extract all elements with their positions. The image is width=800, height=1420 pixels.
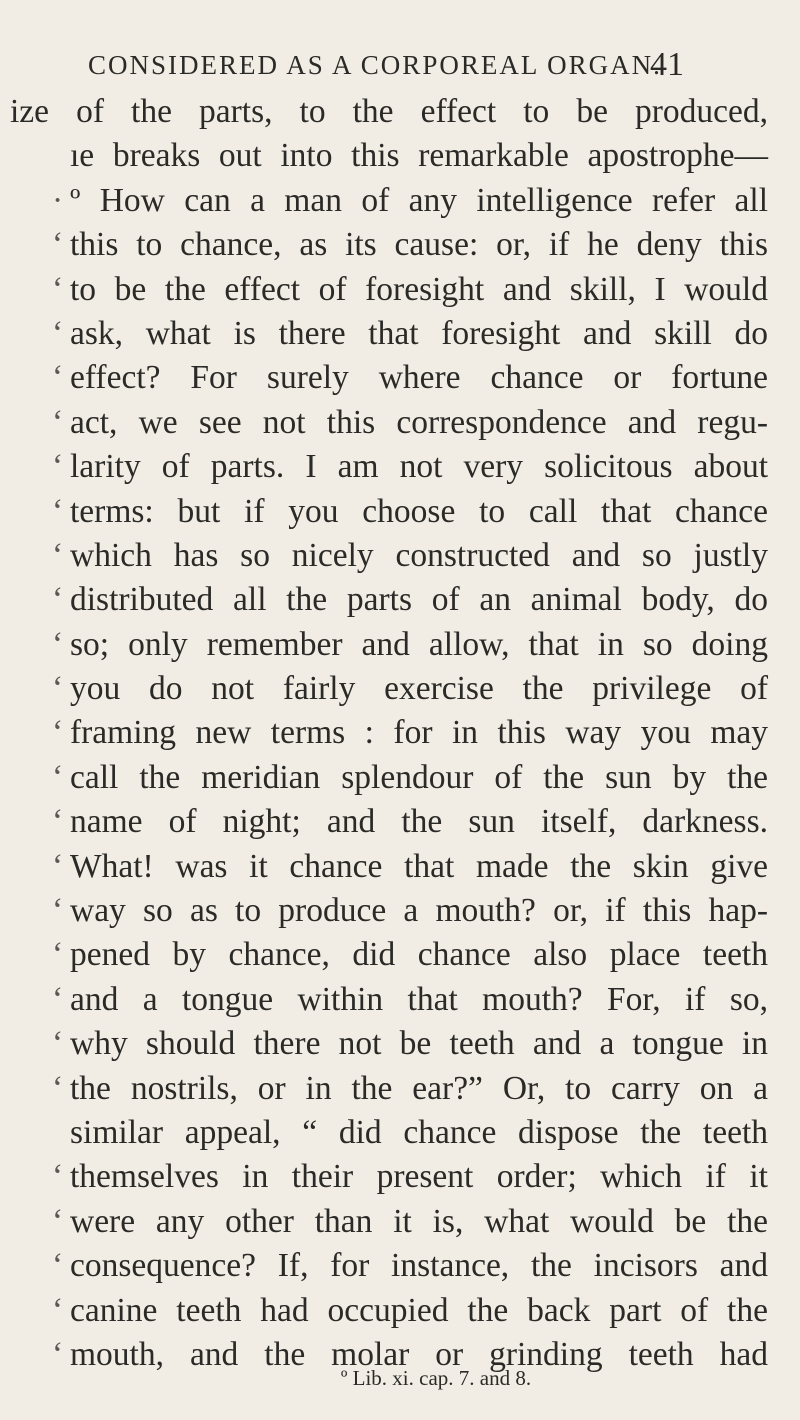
text-line [0, 1289, 800, 1333]
footnote-text: º Lib. xi. cap. 7. and 8. [340, 1366, 532, 1390]
quote-mark: ‘ [52, 625, 64, 663]
text-line [0, 889, 800, 933]
body-text [0, 90, 800, 1377]
line-text: ize of the parts, to the effect to be produced, [10, 93, 768, 130]
line-text: which has so nicely constructed and so justly [70, 536, 768, 574]
line-text: terms: but if you choose to call that chance [70, 492, 768, 530]
line-text: you do not fairly exercise the privilege of [70, 670, 768, 708]
quote-mark: ‘ [52, 1291, 64, 1329]
line-text: mouth, and the molar or grinding teeth had [70, 1335, 768, 1373]
quote-mark: ‘ [52, 314, 64, 352]
quote-mark: · [52, 181, 64, 219]
quote-mark: ‘ [52, 1202, 64, 1240]
line-text: the nostrils, or in the ear?” Or, to carry on a [70, 1069, 768, 1107]
running-head [88, 44, 684, 84]
line-text: way so as to produce a mouth? or, if this hap- [70, 892, 768, 930]
text-line [0, 90, 800, 134]
quote-mark: ‘ [52, 226, 64, 264]
line-text: consequence? If, for instance, the incisors and [70, 1247, 768, 1285]
text-line [0, 978, 800, 1022]
running-title: CONSIDERED AS A CORPOREAL ORGAN. [88, 50, 662, 80]
text-line [0, 179, 800, 223]
quote-mark: ‘ [52, 1025, 64, 1063]
text-line [0, 223, 800, 267]
text-line [0, 1022, 800, 1066]
text-line [0, 1155, 800, 1199]
quote-mark: ‘ [52, 1158, 64, 1196]
quote-mark: ‘ [52, 270, 64, 308]
quote-mark: ‘ [52, 581, 64, 619]
line-text: and a tongue within that mouth? For, if so, [70, 980, 768, 1018]
line-text: distributed all the parts of an animal body, do [70, 581, 768, 619]
line-text: this to chance, as its cause: or, if he deny this [70, 226, 768, 264]
page-number: 41 [650, 46, 684, 83]
line-text: framing new terms : for in this way you may [70, 714, 768, 752]
text-line [0, 756, 800, 800]
line-text: themselves in their present order; which if it [70, 1158, 768, 1196]
line-text: were any other than it is, what would be the [70, 1202, 768, 1240]
line-text: What! was it chance that made the skin give [70, 847, 768, 885]
text-line [0, 845, 800, 889]
line-text: effect? For surely where chance or fortune [70, 359, 768, 397]
text-line [0, 1244, 800, 1288]
line-text: larity of parts. I am not very solicitous about [70, 448, 768, 486]
quote-mark: ‘ [52, 1247, 64, 1285]
quote-mark: ‘ [52, 758, 64, 796]
text-line [0, 534, 800, 578]
line-text: canine teeth had occupied the back part of the [70, 1291, 768, 1329]
quote-mark: ‘ [52, 1069, 64, 1107]
line-text: call the meridian splendour of the sun by the [70, 758, 768, 796]
quote-mark: ‘ [52, 403, 64, 441]
quote-mark: ‘ [52, 980, 64, 1018]
quote-mark: ‘ [52, 892, 64, 930]
text-line [0, 490, 800, 534]
line-text: to be the effect of foresight and skill, I would [70, 270, 768, 308]
quote-mark: ‘ [52, 936, 64, 974]
text-line [0, 268, 800, 312]
line-text: pened by chance, did chance also place teeth [70, 936, 768, 974]
quote-mark: ‘ [52, 492, 64, 530]
text-line [0, 312, 800, 356]
text-line [0, 356, 800, 400]
quote-mark: ‘ [52, 359, 64, 397]
quote-mark: ‘ [52, 803, 64, 841]
quote-mark: ‘ [52, 1335, 64, 1373]
quote-mark: ‘ [52, 670, 64, 708]
quote-mark: ‘ [52, 536, 64, 574]
text-line [0, 1111, 800, 1155]
footnote [0, 1366, 800, 1391]
text-line [0, 1200, 800, 1244]
line-text: act, we see not this correspondence and regu- [70, 403, 768, 441]
quote-mark: ‘ [52, 714, 64, 752]
text-line [0, 445, 800, 489]
line-text: º How can a man of any intelligence refer all [70, 181, 768, 219]
line-text: ask, what is there that foresight and skill do [70, 314, 768, 352]
line-text: ıe breaks out into this remarkable apostrophe— [70, 137, 768, 175]
line-text: why should there not be teeth and a tongue in [70, 1025, 768, 1063]
text-line [0, 623, 800, 667]
text-line [0, 711, 800, 755]
text-line [0, 1067, 800, 1111]
quote-mark: ‘ [52, 448, 64, 486]
text-line [0, 578, 800, 622]
text-line [0, 134, 800, 178]
line-text: similar appeal, “ did chance dispose the teeth [70, 1113, 768, 1151]
text-line [0, 800, 800, 844]
quote-mark: ‘ [52, 847, 64, 885]
line-text: so; only remember and allow, that in so doing [70, 625, 768, 663]
text-line [0, 667, 800, 711]
text-line [0, 401, 800, 445]
line-text: name of night; and the sun itself, darkness. [70, 803, 768, 841]
text-line [0, 933, 800, 977]
